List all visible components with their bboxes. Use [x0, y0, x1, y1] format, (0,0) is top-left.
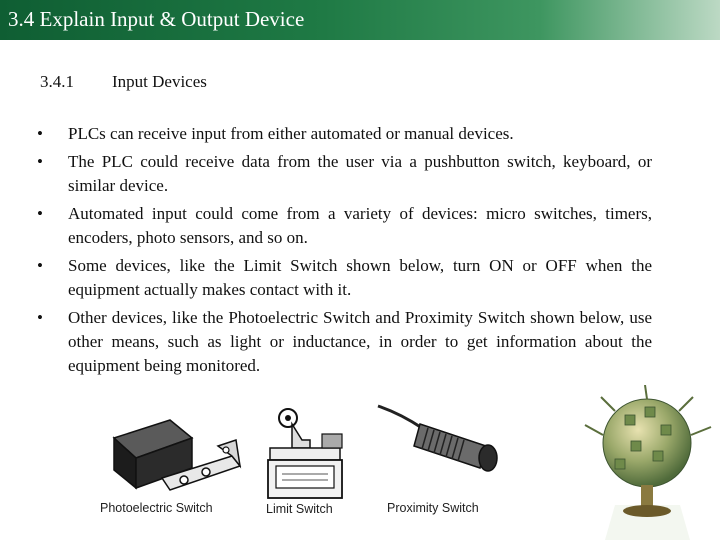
bullet-text: PLCs can receive input from either automated or manual devices. — [68, 124, 514, 143]
limit-caption: Limit Switch — [266, 502, 333, 516]
bullet-dot: • — [37, 152, 43, 171]
bullet-dot: • — [37, 204, 43, 223]
proximity-switch-icon — [376, 402, 516, 480]
title-bar — [0, 0, 720, 40]
photoelectric-caption: Photoelectric Switch — [100, 501, 213, 515]
bullet-item — [0, 202, 652, 250]
bullet-text: Automated input could come from a variety of devices: micro switches, timers, encoders, photo sensors, and so on. — [68, 204, 652, 247]
photoelectric-switch-icon — [100, 408, 250, 500]
bullet-dot: • — [37, 308, 43, 327]
bullet-item — [0, 150, 652, 198]
section-number: 3.4.1 — [40, 72, 74, 91]
bullet-item — [0, 306, 652, 378]
globe-decoration-icon — [575, 385, 720, 540]
bullet-dot: • — [37, 256, 43, 275]
slide-title: 3.4 Explain Input & Output Device — [8, 7, 305, 31]
bullet-item — [0, 122, 652, 146]
limit-switch-icon — [262, 404, 352, 504]
bullet-list — [0, 122, 652, 382]
bullet-text: Other devices, like the Photoelectric Switch and Proximity Switch shown below, use other means, such as light or inductance, in order to get information about the equipment being monitored. — [68, 308, 652, 375]
section-title: Input Devices — [112, 72, 207, 91]
bullet-dot: • — [37, 124, 43, 143]
proximity-caption: Proximity Switch — [387, 501, 479, 515]
bullet-item — [0, 254, 652, 302]
bullet-text: The PLC could receive data from the user via a pushbutton switch, keyboard, or similar device. — [68, 152, 652, 195]
bullet-text: Some devices, like the Limit Switch shown below, turn ON or OFF when the equipment actually makes contact with it. — [68, 256, 652, 299]
